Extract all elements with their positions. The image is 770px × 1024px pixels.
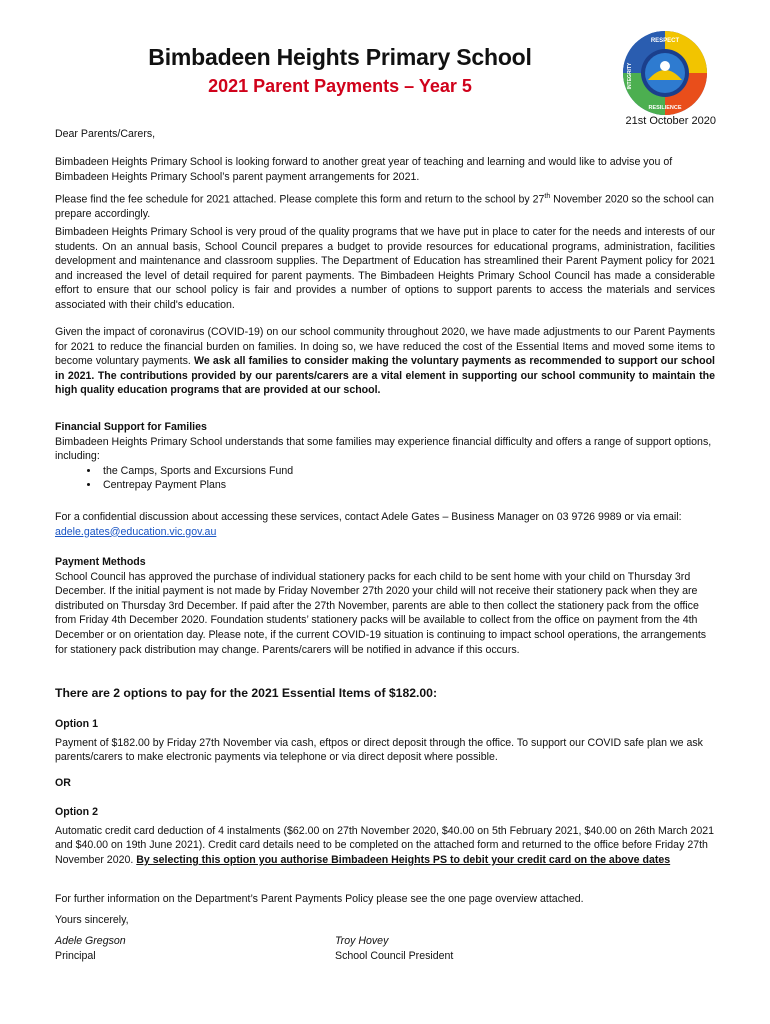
letter-date: 21st October 2020: [625, 115, 716, 127]
fee-schedule-text-a: Please find the fee schedule for 2021 attached. Please complete this form and return to the school by 27: [55, 193, 545, 206]
signature-president: [335, 934, 453, 963]
financial-support-section: [55, 420, 715, 493]
covid-bold-text: We ask all families to consider making the voluntary payments as recommended to support our school in 2021. The contributions provided by our parents/carers are a vital element in supporting our school community to maintain the high quality education programs that are provided at our school.: [55, 355, 715, 397]
payment-methods-text: School Council has approved the purchase of individual stationery packs for each child to be sent home with your child on Thursday 3rd December. If the initial payment is not made by Friday November 27th 2020 your child will not receive their stationery pack when they are distributed on Thursday 3rd December. If paid after the 27th November, parents are able to then collect the stationery pack from the office from Friday 4th December 2020. Foundation students’ stationery packs will be available to collect from the office on payment from the 4th December or on orientation day. Please note, if the current COVID-19 situation is continuing to impact school operations, the arrangements for stationery pack distribution may change. Parents/carers will be notified in advance if this occurs.: [55, 570, 707, 656]
option1-label: Option 1: [55, 718, 98, 730]
fee-schedule-sup: th: [544, 193, 551, 200]
option2-text: Automatic credit card deduction of 4 instalments ($62.00 on 27th November 2020, $40.00 on 5th February 2021, $40.00 on 26th March 2021 and $40.00 on 19th June 2021). Credit card details need to be completed on the attached form and returned to the office before Friday 27th November 2020.: [55, 824, 715, 866]
option2-authorisation: By selecting this option you authorise Bimbadeen Heights PS to debit your credit card on the above dates: [136, 853, 671, 866]
logo-word-resilience: RESILIENCE: [648, 105, 682, 111]
option2-section: [55, 805, 715, 867]
signature-name: Troy Hovey: [335, 935, 389, 947]
salutation: Dear Parents/Carers,: [55, 128, 156, 140]
signature-name: Adele Gregson: [55, 935, 126, 947]
support-option-item: • the Camps, Sports and Excursions Fund: [100, 464, 715, 479]
fee-schedule-text-b: November 2020 so the school can prepare accordingly.: [55, 193, 714, 221]
signature-principal: [55, 934, 126, 963]
logo-word-integrity: INTEGRITY: [627, 62, 633, 90]
contact-paragraph: [55, 510, 715, 539]
financial-support-text: Bimbadeen Heights Primary School understands that some families may experience financial difficulty and offers a range of support options, including:: [55, 435, 712, 463]
paragraph-intro: [55, 155, 715, 184]
payment-methods-heading: Payment Methods: [55, 556, 146, 568]
option1-section: [55, 717, 715, 765]
support-options-list: [55, 464, 715, 493]
closing: Yours sincerely,: [55, 914, 129, 926]
option1-text: Payment of $182.00 by Friday 27th November via cash, eftpos or direct deposit through the office. To support our COVID safe plan we ask parents/carers to make electronic payments via telephone or via direct deposit where possible.: [55, 736, 703, 764]
paragraph-intro-text: Bimbadeen Heights Primary School is looking forward to another great year of teaching and learning and would like to advise you of Bimbadeen Heights Primary School’s parent payment arrangements for 2021.: [55, 156, 673, 183]
financial-support-heading: Financial Support for Families: [55, 421, 207, 433]
contact-text: For a confidential discussion about accessing these services, contact Adele Gates – Business Manager on 03 9726 9989 or via email:: [55, 511, 682, 523]
signature-role: School Council President: [335, 949, 454, 962]
paragraph-programs: [55, 225, 715, 313]
or-separator: OR: [55, 777, 71, 789]
options-heading: There are 2 options to pay for the 2021 Essential Items of $182.00:: [55, 686, 438, 700]
covid-text: Given the impact of coronavirus (COVID-19) on our school community throughout 2020, we have made adjustments to our Parent Payments for 2021 to reduce the financial burden on families. In doing so, we have reduced the cost of the Essential Items and moved some items to become voluntary payments.: [55, 326, 715, 368]
signature-role: Principal: [55, 949, 96, 962]
payment-methods-section: [55, 555, 715, 657]
school-logo: [622, 30, 708, 116]
paragraph-fee-schedule: [55, 190, 715, 222]
contact-email-link[interactable]: adele.gates@education.vic.gov.au: [55, 525, 217, 538]
support-option-item: • Centrepay Payment Plans: [100, 478, 715, 493]
school-name: Bimbadeen Heights Primary School: [148, 44, 532, 70]
logo-word-respect: RESPECT: [650, 38, 680, 44]
letter-title: 2021 Parent Payments – Year 5: [208, 76, 472, 96]
further-info: For further information on the Department’s Parent Payments Policy please see the one page overview attached.: [55, 893, 584, 905]
paragraph-programs-text: Bimbadeen Heights Primary School is very proud of the quality programs that we have put in place to cater for the needs and interests of our students. On an annual basis, School Council prepares a budget to provide resources for educational programs, administration, facilities development and maintenance and classroom supplies. The Department of Education has streamlined their Parent Payment policy for 2021 and increased the level of detail required for parent payments. The Bimbadeen Heights Primary School Council has made a considerable effort to ensure that our school policy is fair and provides a number of options to support parents to access the materials and services associated with their child's education.: [55, 226, 715, 311]
paragraph-covid: [55, 325, 715, 398]
option2-label: Option 2: [55, 806, 98, 818]
